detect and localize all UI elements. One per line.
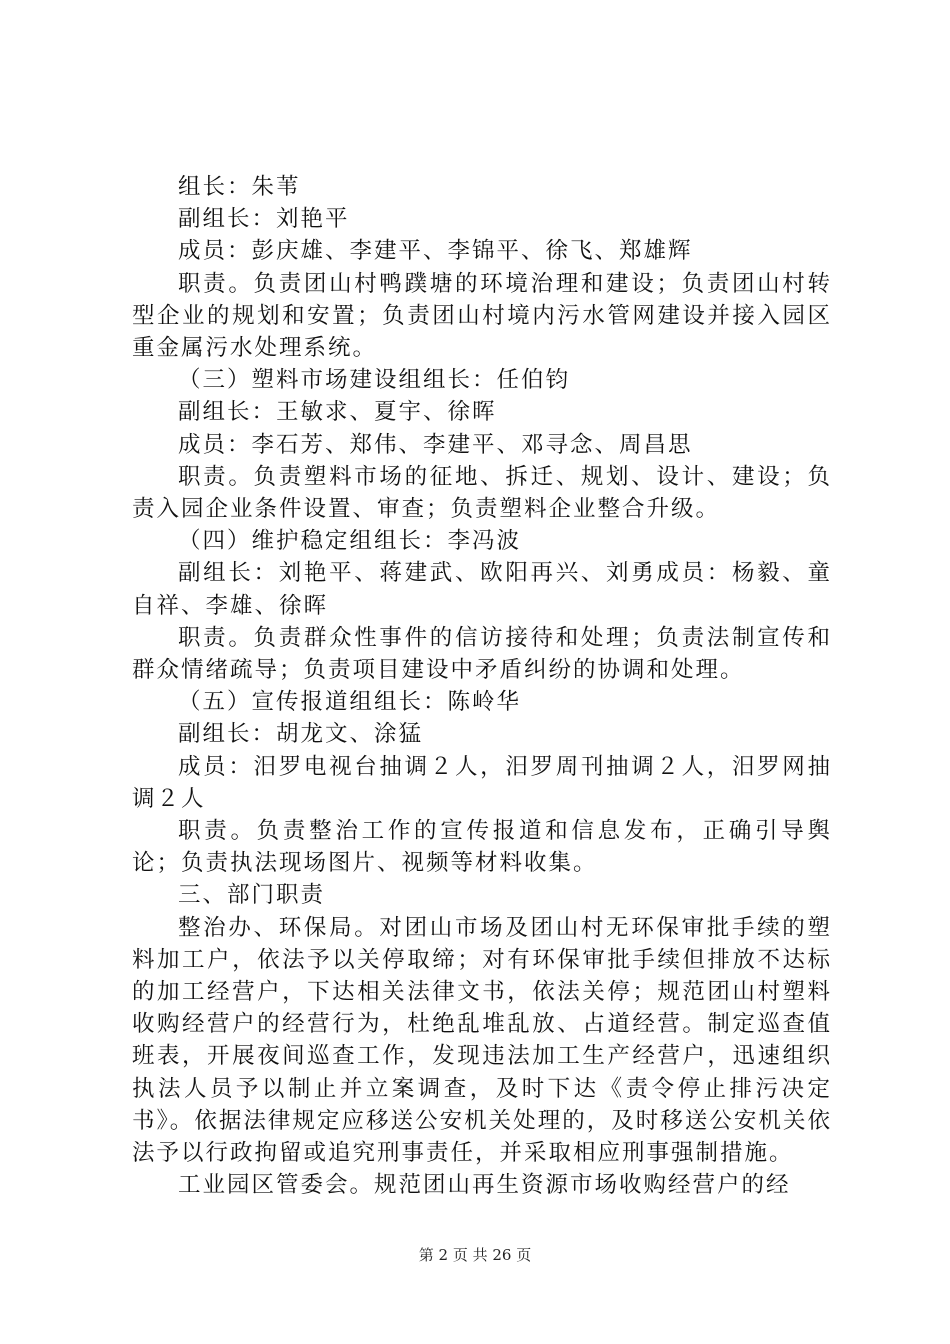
- section-heading-stability: （四）维护稳定组组长：李冯波: [178, 528, 522, 555]
- paragraph-duties: 职责。负责塑料市场的征地、拆迁、规划、设计、建设；负责入园企业条件设置、审查；负责塑料企业整合升级。: [132, 463, 832, 523]
- paragraph-environmental-bureau: 整治办、环保局。对团山市场及团山村无环保审批手续的塑料加工户，依法予以关停取缔；对有环保审批手续但排放不达标的加工经营户，下达相关法律文书，依法关停；规范团山村塑料收购经营户的经营行为，杜绝乱堆乱放、占道经营。制定巡查值班表，开展夜间巡查工作，发现违法加工生产经营户，迅速组织执法人员予以制止并立案调查，及时下达《责令停止排污决定书》。依据法律规定应移送公安机关处理的，及时移送公安机关依法予以行政拘留或追究刑事责任，并采取相应刑事强制措施。: [132, 914, 832, 1167]
- paragraph-deputy-leader: 副组长：胡龙文、涂猛: [178, 721, 424, 748]
- paragraph-duties: 职责。负责团山村鸭蹼塘的环境治理和建设；负责团山村转型企业的规划和安置；负责团山村境内污水管网建设并接入园区重金属污水处理系统。: [132, 270, 832, 362]
- section-heading-publicity: （五）宣传报道组组长：陈岭华: [178, 689, 522, 716]
- section-heading-plastic-market: （三）塑料市场建设组组长：任伯钧: [178, 367, 571, 394]
- page-footer: 第 2 页 共 26 页: [418, 1246, 532, 1264]
- paragraph-leader: 组长：朱苇: [178, 174, 301, 200]
- paragraph-duties: 职责。负责群众性事件的信访接待和处理；负责法制宣传和群众情绪疏导；负责项目建设中矛盾纠纷的协调和处理。: [132, 624, 832, 684]
- paragraph-members: 成员：彭庆雄、李建平、李锦平、徐飞、郑雄辉: [178, 238, 693, 265]
- paragraph-industrial-park: 工业园区管委会。规范团山再生资源市场收购经营户的经: [178, 1172, 791, 1199]
- paragraph-deputy-leader-members: 副组长：刘艳平、蒋建武、欧阳再兴、刘勇成员：杨毅、童自祥、李雄、徐晖: [132, 560, 832, 619]
- paragraph-members: 成员：李石芳、郑伟、李建平、邓寻念、周昌思: [178, 431, 693, 458]
- document-body: [132, 171, 832, 1202]
- paragraph-deputy-leader: 副组长：刘艳平: [178, 206, 350, 233]
- section-heading-department-duties: 三、部门职责: [178, 882, 326, 909]
- paragraph-duties: 职责。负责整治工作的宣传报道和信息发布，正确引导舆论；负责执法现场图片、视频等材料收集。: [132, 818, 832, 877]
- paragraph-deputy-leader: 副组长：王敏求、夏宇、徐晖: [178, 399, 497, 426]
- paragraph-members: 成员：汨罗电视台抽调２人，汨罗周刊抽调２人，汨罗网抽调２人: [132, 753, 832, 812]
